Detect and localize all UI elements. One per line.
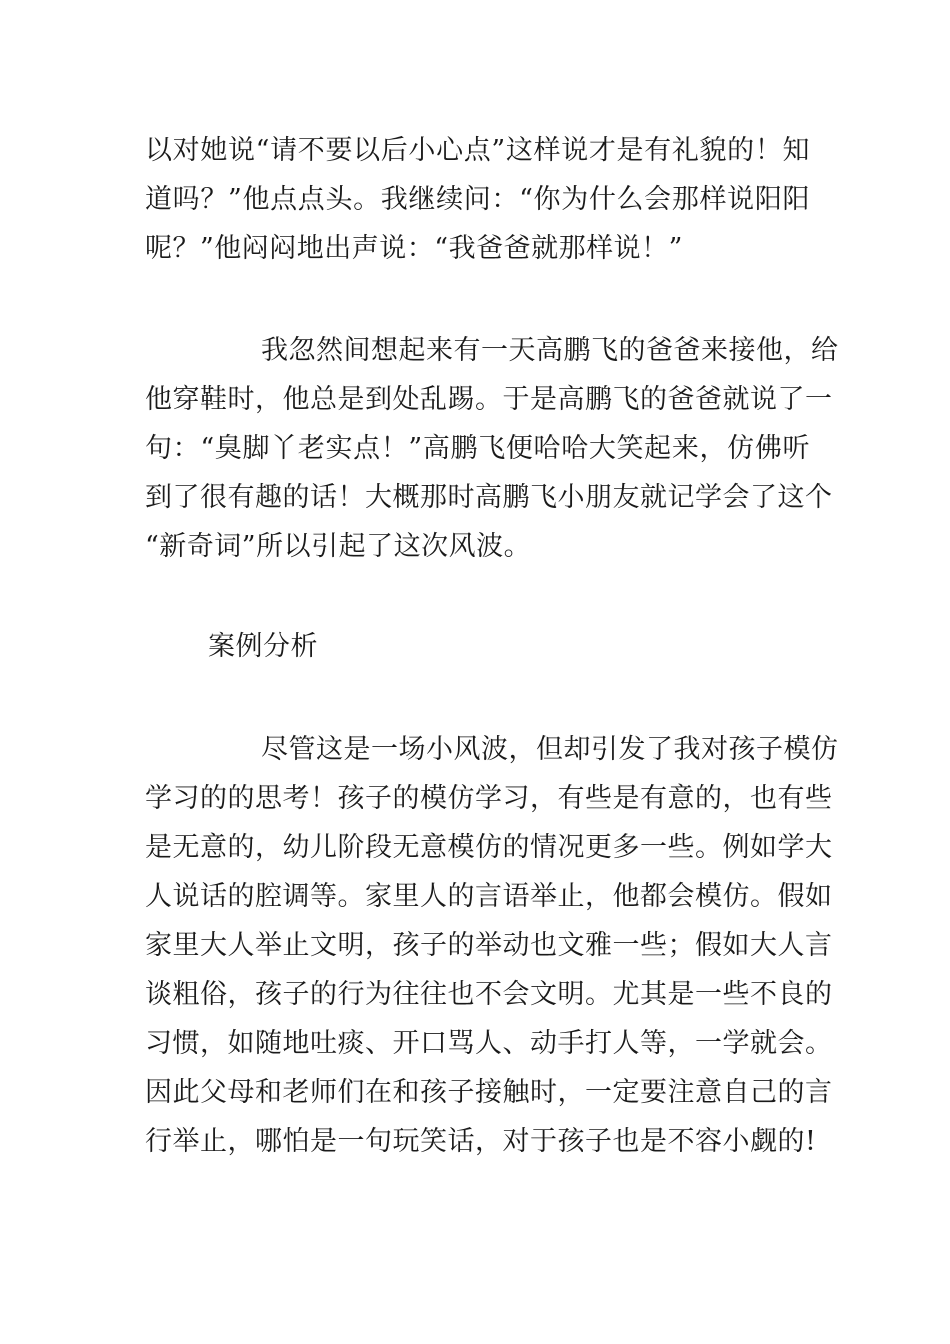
paragraph-1-line-3: 呢？”他闷闷地出声说：“我爸爸就那样说！” [145,233,683,264]
paragraph-3-line-7: 习惯，如随地吐痰、开口骂人、动手打人等，一学就会。 [145,1028,833,1059]
paragraph-1-line-2: 道吗？”他点点头。我继续问：“你为什么会那样说阳阳 [145,184,810,215]
paragraph-2-line-3: 句：“臭脚丫老实点！”高鹏飞便哈哈大笑起来，仿佛听 [145,433,810,464]
paragraph-1-line-1: 以对她说“请不要以后小心点”这样说才是有礼貌的！知 [145,135,810,166]
paragraph-3-line-2: 学习的的思考！孩子的模仿学习，有些是有意的，也有些 [145,783,833,814]
paragraph-3-line-1: 尽管这是一场小风波，但却引发了我对孩子模仿 [261,734,839,765]
paragraph-2-line-2: 他穿鞋时，他总是到处乱踢。于是高鹏飞的爸爸就说了一 [145,384,833,415]
paragraph-3-line-5: 家里大人举止文明，孩子的举动也文雅一些；假如大人言 [145,930,833,961]
paragraph-2-line-4: 到了很有趣的话！大概那时高鹏飞小朋友就记学会了这个 [145,482,833,513]
paragraph-3-line-9: 行举止，哪怕是一句玩笑话，对于孩子也是不容小觑的! [145,1126,817,1157]
paragraph-3-line-6: 谈粗俗，孩子的行为往往也不会文明。尤其是一些不良的 [145,979,833,1010]
paragraph-2-line-5: “新奇词”所以引起了这次风波。 [145,531,532,562]
section-heading: 案例分析 [208,631,318,662]
paragraph-2-line-1: 我忽然间想起来有一天高鹏飞的爸爸来接他，给 [261,335,839,366]
paragraph-3-line-8: 因此父母和老师们在和孩子接触时，一定要注意自己的言 [145,1077,833,1108]
paragraph-3-line-4: 人说话的腔调等。家里人的言语举止，他都会模仿。假如 [145,881,833,912]
paragraph-3-line-3: 是无意的，幼儿阶段无意模仿的情况更多一些。例如学大 [145,832,833,863]
